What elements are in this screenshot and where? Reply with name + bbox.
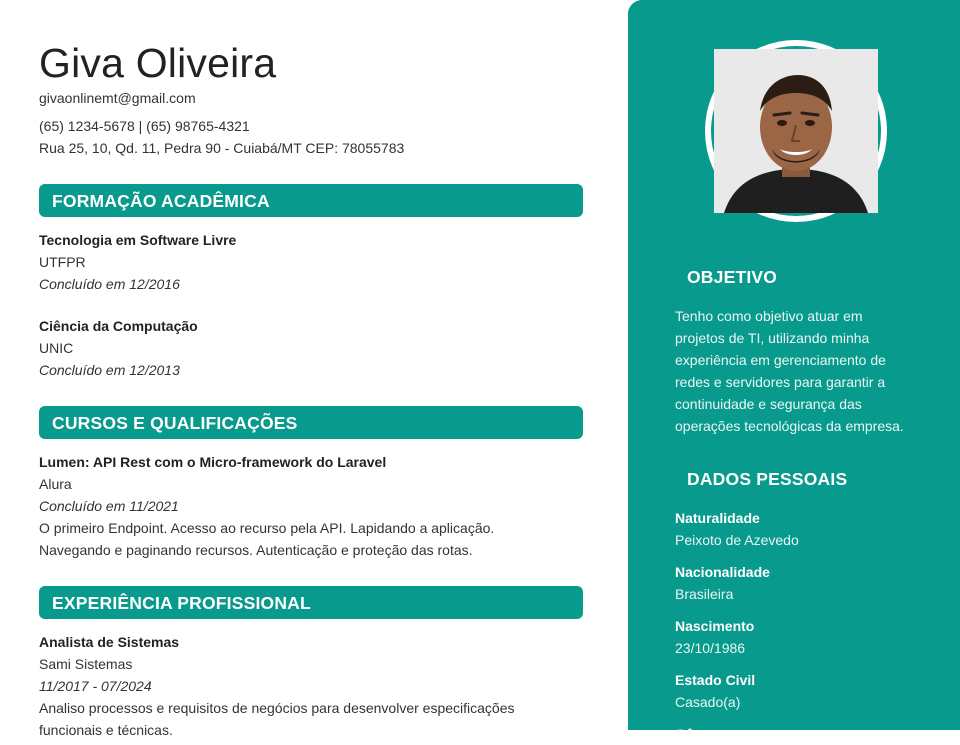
personal-data-value: Casado(a) (675, 694, 741, 710)
objective-line: Tenho como objetivo atuar em (675, 308, 863, 324)
experience-company: Sami Sistemas (39, 656, 133, 672)
education-course: Tecnologia em Software Livre (39, 232, 237, 248)
experience-heading: EXPERIÊNCIA PROFISSIONAL (52, 593, 311, 613)
personal-data-item (675, 561, 770, 605)
course-item (39, 451, 599, 561)
personal-data-label: Nacionalidade (675, 564, 770, 580)
course-description-line: Navegando e paginando recursos. Autenticação e proteção das rotas. (39, 542, 473, 558)
personal-data-item (675, 723, 724, 745)
education-item (39, 229, 599, 295)
experience-role: Analista de Sistemas (39, 634, 180, 650)
education-section-header (39, 184, 583, 217)
profile-photo-frame (705, 40, 887, 222)
personal-data-value: 23/10/1986 (675, 640, 746, 656)
experience-description-line: Analiso processos e requisitos de negócios para desenvolver especificações (39, 700, 515, 716)
person-portrait-icon (714, 49, 878, 213)
profile-photo-border (711, 46, 881, 216)
resume-sidebar (628, 0, 960, 742)
experience-description-line: funcionais e técnicas. (39, 722, 173, 738)
personal-data-value: Brasileira (675, 586, 734, 602)
phone-text: (65) 1234-5678 | (65) 98765-4321 (39, 118, 250, 134)
experience-section-header (39, 586, 583, 619)
experience-period: 11/2017 - 07/2024 (39, 678, 152, 694)
email-text: givaonlinemt@gmail.com (39, 90, 196, 106)
education-institution: UTFPR (39, 254, 86, 270)
course-date: Concluído em 11/2021 (39, 498, 179, 514)
education-date: Concluído em 12/2013 (39, 362, 180, 378)
education-course: Ciência da Computação (39, 318, 198, 334)
personal-data-item (675, 669, 755, 713)
courses-heading: CURSOS E QUALIFICAÇÕES (52, 413, 298, 433)
personal-data-value: Peixoto de Azevedo (675, 532, 799, 548)
personal-data-item (675, 507, 799, 551)
objective-line: projetos de TI, utilizando minha (675, 330, 870, 346)
objective-line: continuidade e segurança das (675, 396, 862, 412)
education-heading: FORMAÇÃO ACADÊMICA (52, 191, 270, 211)
profile-photo (714, 49, 878, 213)
course-title: Lumen: API Rest com o Micro-framework do Laravel (39, 454, 387, 470)
personal-data-label: Gênero (675, 726, 725, 742)
education-institution: UNIC (39, 340, 74, 356)
course-description-line: O primeiro Endpoint. Acesso ao recurso pela API. Lapidando a aplicação. (39, 520, 495, 536)
education-date: Concluído em 12/2016 (39, 276, 180, 292)
education-item (39, 315, 599, 381)
personal-data-label: Estado Civil (675, 672, 756, 688)
personal-data-label: Nascimento (675, 618, 755, 634)
address-text: Rua 25, 10, Qd. 11, Pedra 90 - Cuiabá/MT CEP: 78055783 (39, 140, 405, 156)
objective-line: experiência em gerenciamento de (675, 352, 886, 368)
experience-item (39, 631, 599, 741)
course-provider: Alura (39, 476, 72, 492)
objective-line: operações tecnológicas da empresa. (675, 418, 904, 434)
personal-data-item (675, 615, 754, 659)
courses-section-header (39, 406, 583, 439)
objective-heading: OBJETIVO (687, 267, 778, 287)
personal-data-label: Naturalidade (675, 510, 760, 526)
objective-text (675, 305, 935, 437)
personal-data-heading: DADOS PESSOAIS (687, 469, 848, 489)
candidate-name: Giva Oliveira (39, 40, 277, 86)
objective-line: redes e servidores para garantir a (675, 374, 886, 390)
